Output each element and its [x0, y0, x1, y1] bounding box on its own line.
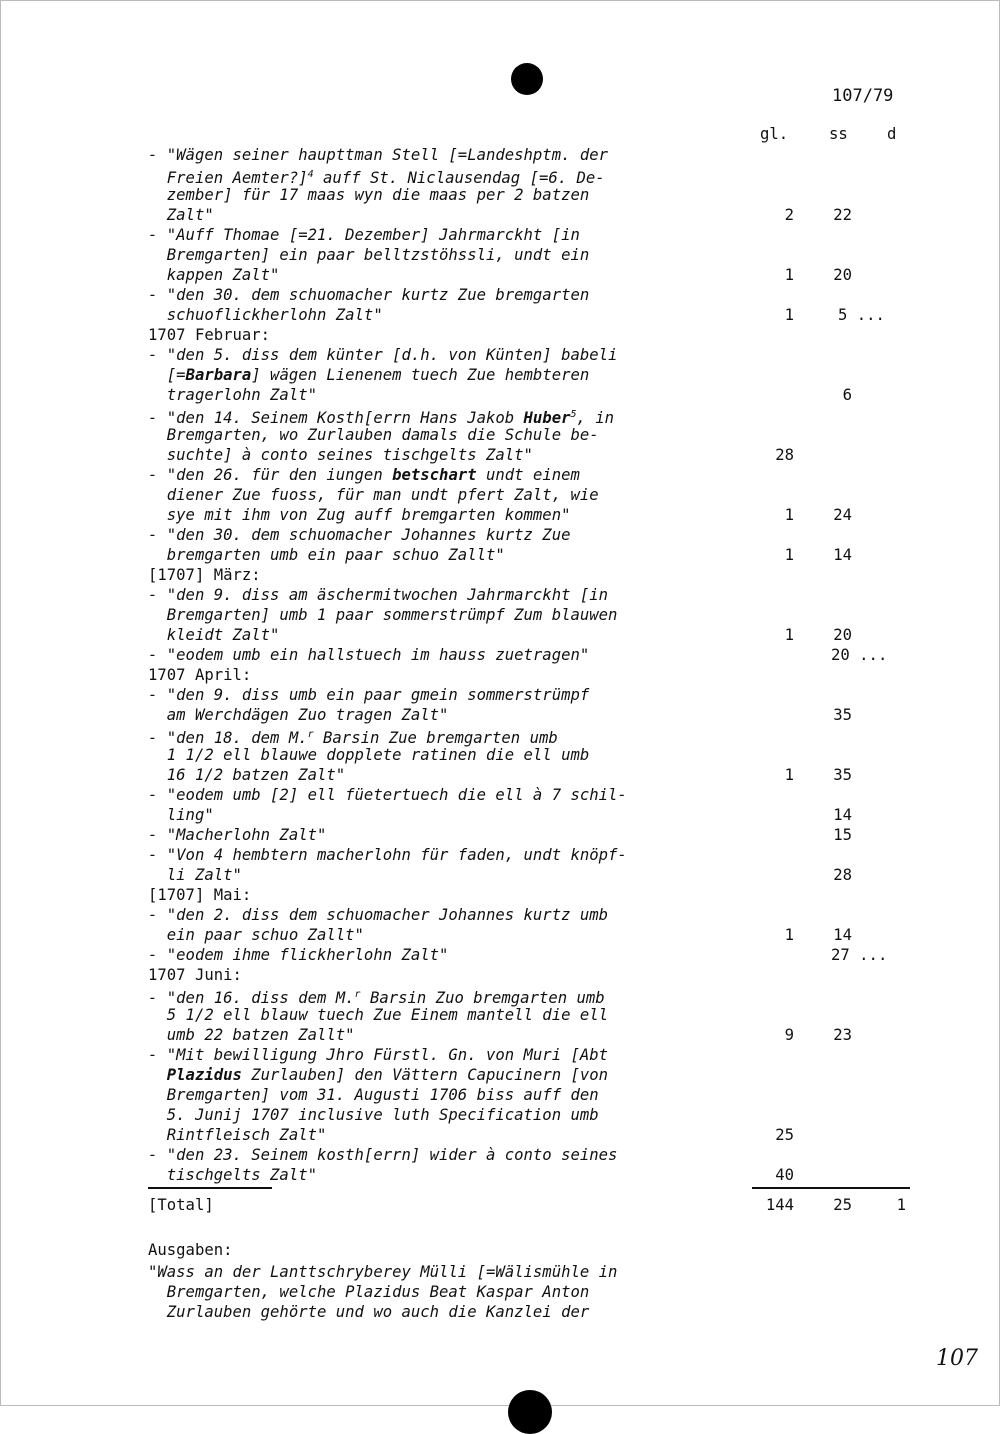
entry-line: - "den 26. für den iungen betschart undt einem: [148, 466, 580, 484]
punch-hole-bottom: [508, 1390, 552, 1434]
col-header-ss: ss: [829, 125, 848, 143]
amount-gl: 1: [784, 626, 794, 644]
entry-line: 5. Junij 1707 inclusive luth Specification umb: [148, 1106, 599, 1124]
entry-line: suchte] à conto seines tischgelts Zalt": [148, 446, 533, 464]
entry-line: li Zalt": [148, 866, 242, 884]
entry-line: - "den 9. diss umb ein paar gmein sommerstrümpf: [148, 686, 590, 704]
amount-gl: 1: [784, 506, 794, 524]
entry-line: - "den 18. dem M.$^r$ Barsin Zue bremgarten umb: [148, 729, 558, 748]
ausgaben-line: Bremgarten, welche Plazidus Beat Kaspar Anton: [148, 1283, 590, 1301]
entry-line: - "den 5. diss dem künter [d.h. von Künten] babeli: [148, 346, 618, 364]
entry-line: 16 1/2 batzen Zalt": [148, 766, 346, 784]
ausgaben-line: "Wass an der Lanttschryberey Mülli [=Wälismühle in: [148, 1263, 618, 1281]
entry-line: Plazidus Zurlauben] den Vättern Capucinern [von: [166, 1066, 609, 1084]
amount-gl: 40: [775, 1166, 794, 1184]
sum-rule-left: [148, 1187, 272, 1189]
entry-line: - "den 2. diss dem schuomacher Johannes kurtz umb: [148, 906, 609, 924]
entry-line: 1 1/2 ell blauwe dopplete ratinen die ell umb: [148, 746, 590, 764]
entry-line: ling": [148, 806, 214, 824]
amount-ss: 20: [833, 626, 852, 644]
amount-ss: 23: [833, 1026, 852, 1044]
entry-line: Bremgarten] vom 31. Augusti 1706 biss auff den: [148, 1086, 599, 1104]
amount-ss: 14: [833, 926, 852, 944]
entry-line: - "Auff Thomae [=21. Dezember] Jahrmarckht [in: [148, 226, 580, 244]
entry-line: [=Barbara] wägen Lienenem tuech Zue hembteren: [148, 366, 590, 384]
amount-gl: 1: [784, 266, 794, 284]
entry-line: - "den 16. diss dem M.$^r$ Barsin Zuo bremgarten umb: [148, 989, 605, 1008]
amount-ss: 22: [833, 206, 852, 224]
entry-line: umb 22 batzen Zallt": [148, 1026, 355, 1044]
entry-line: Zalt": [148, 206, 214, 224]
section-heading: Ausgaben:: [148, 1241, 233, 1259]
entry-line: sye mit ihm von Zug auff bremgarten kommen": [148, 506, 571, 524]
month-heading: [1707] Mai:: [148, 886, 252, 904]
amount-gl: 25: [775, 1126, 794, 1144]
entry-line: diener Zue fuoss, für man undt pfert Zalt, wie: [148, 486, 599, 504]
amount-ss: 14: [833, 806, 852, 824]
amount-ss: 14: [833, 546, 852, 564]
total-ss: 25: [833, 1196, 852, 1214]
entry-line: - "Wägen seiner haupttman Stell [=Landeshptm. der: [148, 146, 609, 164]
amount-ss: 5 ...: [838, 306, 885, 324]
amount-gl: 1: [784, 546, 794, 564]
entry-line: - "eodem umb ein hallstuech im hauss zuetragen": [148, 646, 590, 664]
sum-rule-right: [752, 1187, 910, 1189]
entry-line: schuoflickherlohn Zalt": [148, 306, 383, 324]
total-d: 1: [896, 1196, 906, 1214]
entry-line: - "Mit bewilligung Jhro Fürstl. Gn. von Muri [Abt: [148, 1046, 609, 1064]
month-heading: 1707 Juni:: [148, 966, 242, 984]
amount-ss: 28: [833, 866, 852, 884]
amount-ss: 6: [842, 386, 852, 404]
amount-gl: 1: [784, 306, 794, 324]
total-label: [Total]: [148, 1196, 214, 1214]
month-heading: 1707 April:: [148, 666, 252, 684]
amount-gl: 1: [784, 766, 794, 784]
entry-line: - "den 30. dem schuomacher Johannes kurtz Zue: [148, 526, 571, 544]
entry-line: tragerlohn Zalt": [148, 386, 317, 404]
amount-ss: 27 ...: [831, 946, 888, 964]
col-header-gl: gl.: [760, 125, 789, 143]
amount-gl: 28: [775, 446, 794, 464]
entry-line: Bremgarten] umb 1 paar sommerstrümpf Zum blauwen: [148, 606, 618, 624]
entry-line: zember] für 17 maas wyn die maas per 2 batzen: [148, 186, 590, 204]
entry-line: kleidt Zalt": [148, 626, 280, 644]
amount-ss: 35: [833, 766, 852, 784]
entry-line: Bremgarten] ein paar belltzstöhssli, undt ein: [148, 246, 590, 264]
entry-line: ein paar schuo Zallt": [148, 926, 364, 944]
amount-gl: 9: [784, 1026, 794, 1044]
entry-line: - "den 9. diss am äschermitwochen Jahrmarckht [in: [148, 586, 609, 604]
amount-gl: 1: [784, 926, 794, 944]
amount-gl: 2: [784, 206, 794, 224]
entry-line: Bremgarten, wo Zurlauben damals die Schule be-: [148, 426, 599, 444]
entry-line: - "Macherlohn Zalt": [148, 826, 327, 844]
amount-ss: 35: [833, 706, 852, 724]
page-number: 107/79: [832, 86, 894, 106]
handwritten-page-number: 107: [936, 1346, 978, 1371]
entry-line: Rintfleisch Zalt": [148, 1126, 327, 1144]
col-header-d: d: [887, 125, 897, 143]
amount-ss: 20: [833, 266, 852, 284]
entry-line: - "eodem umb [2] ell füetertuech die ell à 7 schil-: [148, 786, 627, 804]
ausgaben-line: Zurlauben gehörte und wo auch die Kanzlei der: [148, 1303, 590, 1321]
entry-line: bremgarten umb ein paar schuo Zallt": [148, 546, 505, 564]
total-gl: 144: [765, 1196, 794, 1214]
entry-line: - "den 23. Seinem kosth[errn] wider à conto seines: [148, 1146, 618, 1164]
entry-line: kappen Zalt": [148, 266, 280, 284]
entry-line: 5 1/2 ell blauw tuech Zue Einem mantell die ell: [148, 1006, 609, 1024]
month-heading: [1707] März:: [148, 566, 261, 584]
entry-line: Freien Aemter?]$^4$ auff St. Niclausendag [=6. De-: [148, 169, 605, 188]
amount-ss: 15: [833, 826, 852, 844]
entry-line: - "den 14. Seinem Kosth[errn Hans Jakob Huber$^5$, in: [148, 409, 615, 428]
entry-line: am Werchdägen Zuo tragen Zalt": [148, 706, 449, 724]
month-heading: 1707 Februar:: [148, 326, 271, 344]
amount-ss: 20 ...: [831, 646, 888, 664]
entry-line: - "eodem ihme flickherlohn Zalt": [148, 946, 449, 964]
entry-line: - "Von 4 hembtern macherlohn für faden, undt knöpf-: [148, 846, 627, 864]
amount-ss: 24: [833, 506, 852, 524]
punch-hole-top: [511, 63, 543, 95]
entry-line: tischgelts Zalt": [148, 1166, 317, 1184]
entry-line: - "den 30. dem schuomacher kurtz Zue bremgarten: [148, 286, 590, 304]
